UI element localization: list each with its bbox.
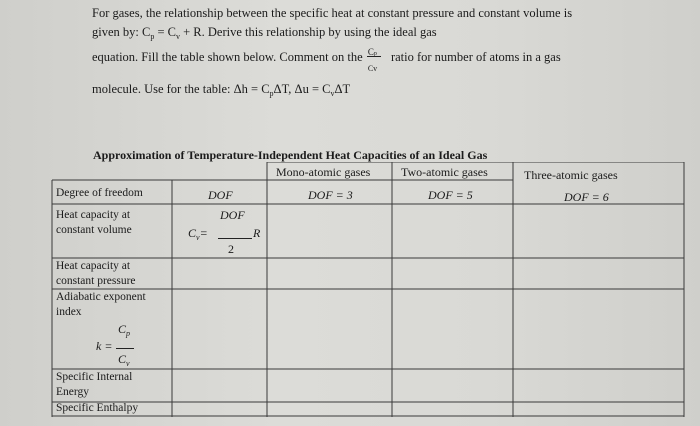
cv-lhs: $C_v=$ [188, 226, 208, 242]
heat-capacity-table [48, 162, 686, 417]
row-label-cp: Heat capacity at constant pressure [56, 260, 136, 287]
dof-two-value: DOF = 5 [428, 188, 473, 202]
problem-line-2: given by: $C_p = C_v + R$. Derive this relationship by using the ideal gas [92, 25, 437, 41]
row-label-enthalpy: Specific Enthalpy [56, 402, 139, 414]
cp-over-cv-fraction: $\frac{Cp}{Cv}$ [366, 50, 388, 64]
row-label-internal-energy: Specific Internal Energy [56, 371, 133, 398]
cv-fraction-bar [218, 238, 252, 239]
row-label-degree-of-freedom: Degree of freedom [56, 187, 143, 199]
problem-line-1: For gases, the relationship between the specific heat at constant pressure and constant volume is [92, 6, 573, 20]
dof-mono-value: DOF = 3 [308, 188, 353, 202]
table-title: Approximation of Temperature-Independent Heat Capacities of an Ideal Gas [93, 148, 488, 162]
answer-cell[interactable] [393, 205, 512, 257]
row-label-adiabatic: Adiabatic exponent index [56, 291, 146, 318]
header-three-atomic: Three-atomic gases [524, 168, 618, 182]
k-fraction-bar [116, 348, 134, 349]
k-lhs: k = [96, 339, 113, 353]
dof-column-label: DOF [208, 188, 233, 202]
header-mono-atomic: Mono-atomic gases [276, 165, 371, 179]
problem-line-4: molecule. Use for the table: $\Delta h = C_p\Delta T$, $\Delta u = C_v\Delta T$ [92, 82, 351, 98]
cv-denominator: 2 [228, 242, 234, 256]
row-label-cv: Heat capacity at constant volume [56, 209, 132, 236]
problem-line-3: equation. Fill the table shown below. Comment on the $\frac{Cp}{Cv}$ ratio for number of atoms in a gas [92, 47, 561, 73]
k-denominator: $C_v$ [118, 352, 130, 368]
answer-cell[interactable] [268, 205, 391, 257]
cv-r: R [253, 226, 261, 240]
answer-cell[interactable] [514, 205, 683, 257]
dof-three-value: DOF = 6 [564, 190, 609, 204]
cv-numerator: DOF [220, 208, 245, 222]
header-two-atomic: Two-atomic gases [401, 165, 488, 179]
k-numerator: $C_p$ [118, 322, 131, 338]
